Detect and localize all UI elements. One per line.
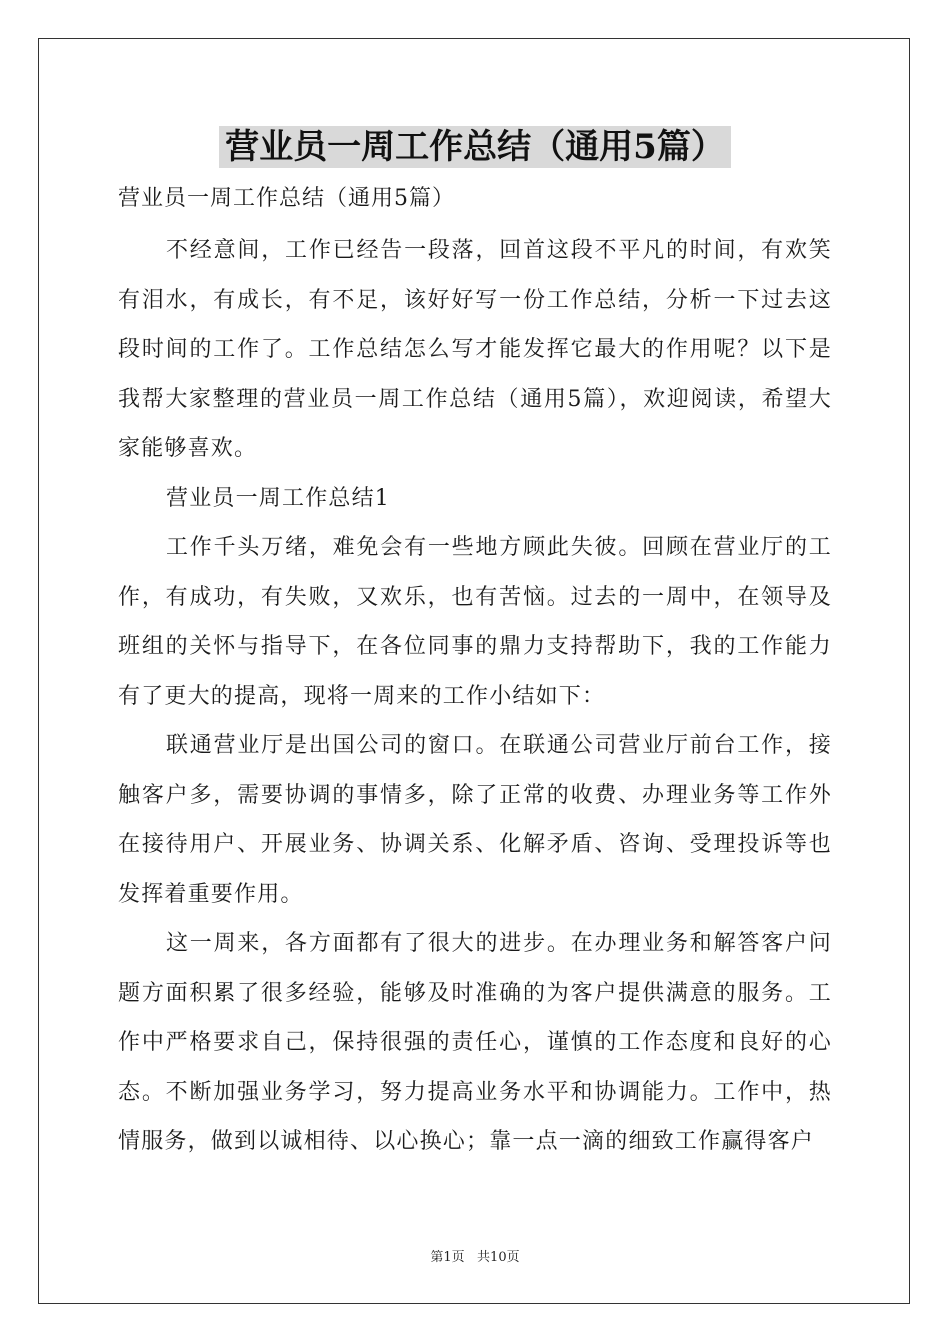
document-body bbox=[118, 178, 832, 1167]
body-paragraph: 工作千头万绪，难免会有一些地方顾此失彼。回顾在营业厅的工作，有成功，有失败，又欢乐，也有苦恼。过去的一周中，在领导及班组的关怀与指导下，在各位同事的鼎力支持帮助下，我的工作能力有了更大的提高，现将一周来的工作小结如下： bbox=[118, 535, 832, 709]
body-paragraph: 联通营业厅是出国公司的窗口。在联通公司营业厅前台工作，接触客户多，需要协调的事情多，除了正常的收费、办理业务等工作外在接待用户、开展业务、协调关系、化解矛盾、咨询、受理投诉等也发挥着重要作用。 bbox=[118, 733, 832, 907]
title-container bbox=[0, 126, 950, 168]
document-title: 营业员一周工作总结（通用5篇） bbox=[219, 126, 731, 168]
intro-paragraph: 不经意间，工作已经告一段落，回首这段不平凡的时间，有欢笑有泪水，有成长，有不足，该好好写一份工作总结，分析一下过去这段时间的工作了。工作总结怎么写才能发挥它最大的作用呢？以下是我帮大家整理的营业员一周工作总结（通用5篇），欢迎阅读，希望大家能够喜欢。 bbox=[118, 238, 832, 461]
page-footer: 第1页 共10页 bbox=[430, 1250, 520, 1265]
body-paragraph: 这一周来，各方面都有了很大的进步。在办理业务和解答客户问题方面积累了很多经验，能够及时准确的为客户提供满意的服务。工作中严格要求自己，保持很强的责任心，谨慎的工作态度和良好的心态。不断加强业务学习，努力提高业务水平和协调能力。工作中，热情服务，做到以诚相待、以心换心；靠一点一滴的细致工作赢得客户 bbox=[118, 931, 832, 1154]
document-subtitle: 营业员一周工作总结（通用5篇） bbox=[118, 186, 455, 211]
section-heading: 营业员一周工作总结1 bbox=[166, 485, 390, 511]
